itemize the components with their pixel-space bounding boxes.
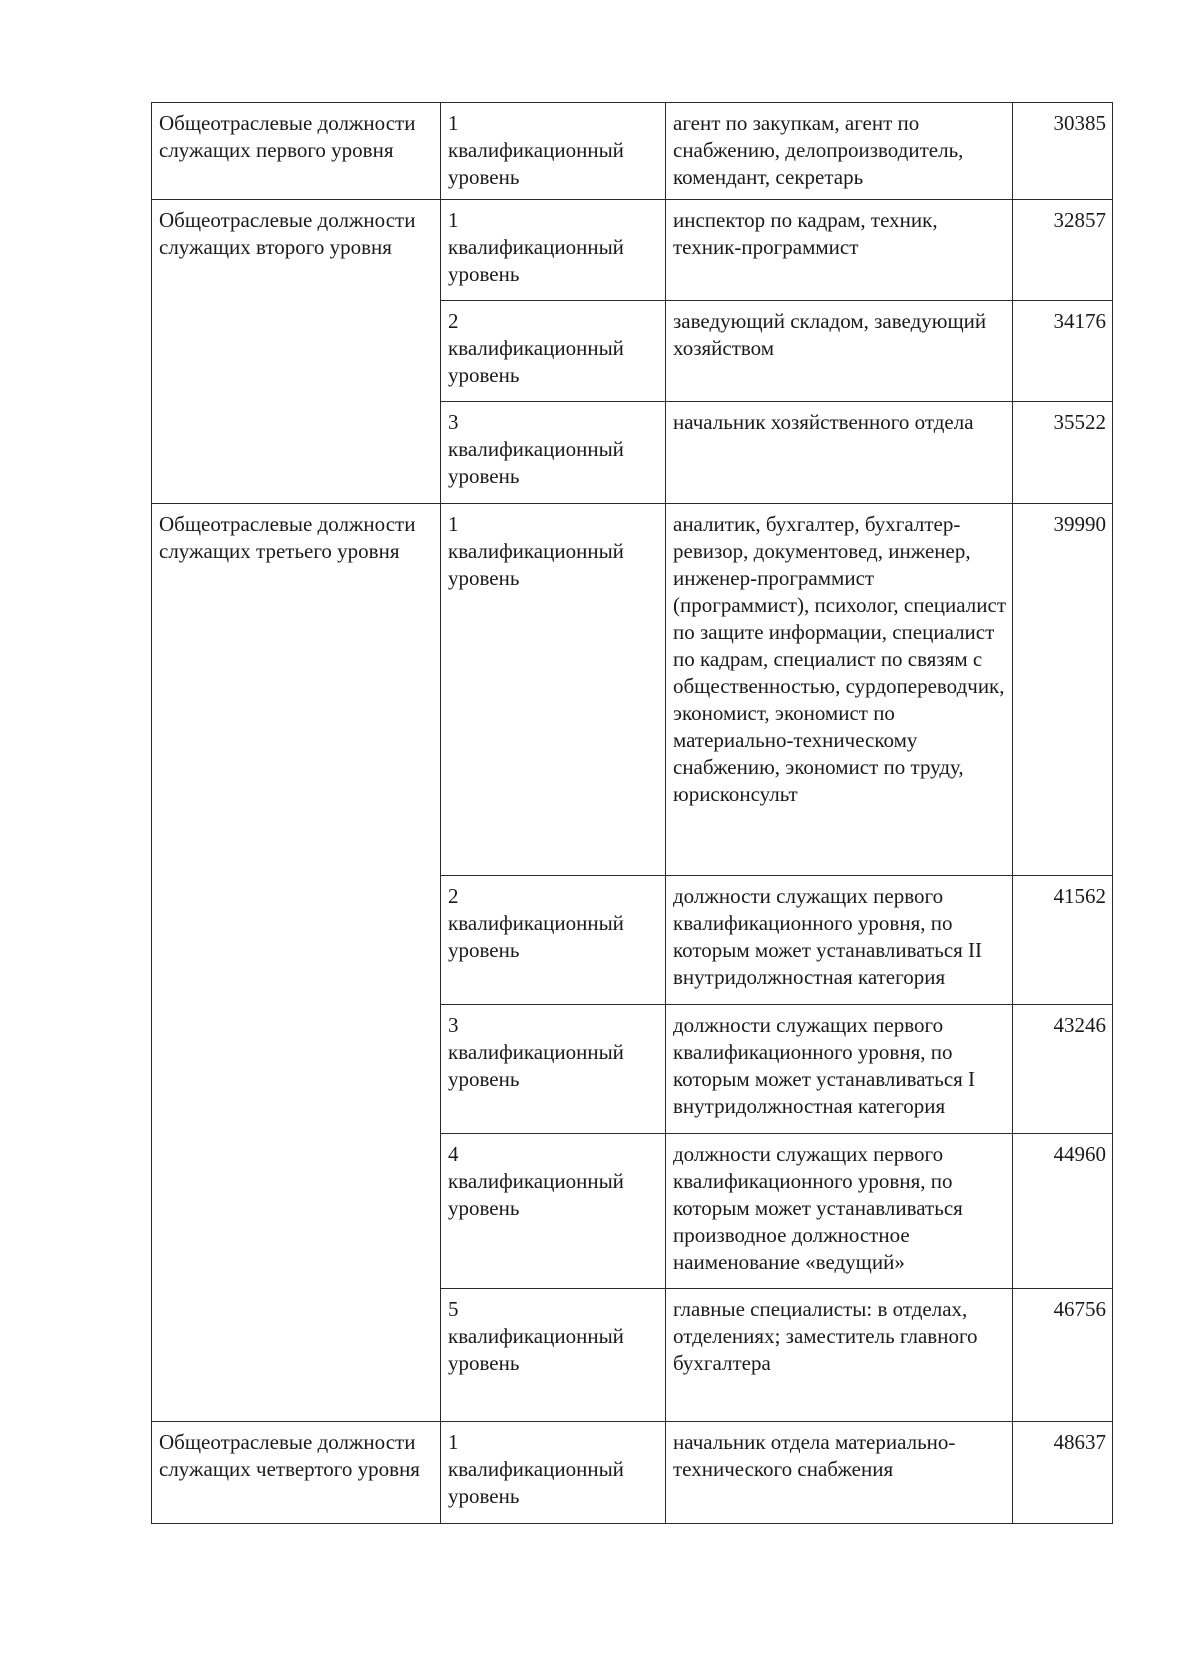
positions-text: начальник отдела материально-технического снабжения: [673, 1430, 956, 1481]
level-label: квалификационный уровень: [448, 1324, 624, 1375]
positions-cell: [666, 504, 1013, 876]
level-label: квалификационный уровень: [448, 911, 624, 962]
qualification-level-cell: [441, 504, 666, 876]
qualification-level-cell: [441, 1005, 666, 1134]
qualification-level-cell: [441, 301, 666, 402]
level-label: квалификационный уровень: [448, 1457, 624, 1508]
salary-table: [151, 102, 1113, 1524]
positions-cell: [666, 1289, 1013, 1422]
qualification-level-cell: [441, 1134, 666, 1289]
positions-cell: [666, 402, 1013, 504]
level-label: квалификационный уровень: [448, 235, 624, 286]
group-name-cell: Общеотраслевые должности служащих второго уровня: [152, 200, 441, 504]
qualification-level-cell: [441, 402, 666, 504]
positions-cell: [666, 1134, 1013, 1289]
group-name-cell: Общеотраслевые должности служащих первого уровня: [152, 103, 441, 200]
positions-cell: [666, 301, 1013, 402]
positions-text: должности служащих первого квалификационного уровня, по которым может устанавливаться II внутридолжностная категория: [673, 884, 983, 989]
positions-cell: [666, 876, 1013, 1005]
level-number: 3: [448, 410, 459, 434]
positions-text: должности служащих первого квалификационного уровня, по которым может устанавливаться I внутридолжностная категория: [673, 1013, 976, 1118]
level-number: 1: [448, 1430, 459, 1454]
positions-cell: [666, 1005, 1013, 1134]
positions-text: начальник хозяйственного отдела: [673, 410, 974, 434]
level-number: 2: [448, 309, 459, 333]
positions-text: главные специалисты: в отделах, отделениях; заместитель главного бухгалтера: [673, 1297, 978, 1375]
salary-cell: 41562: [1013, 876, 1113, 1005]
positions-cell: [666, 1422, 1013, 1524]
salary-cell: 43246: [1013, 1005, 1113, 1134]
qualification-level-cell: [441, 200, 666, 301]
positions-text: агент по закупкам, агент по снабжению, делопроизводитель, комендант, секретарь: [673, 111, 964, 189]
group-name-cell: Общеотраслевые должности служащих четвертого уровня: [152, 1422, 441, 1524]
group-name-cell: Общеотраслевые должности служащих третьего уровня: [152, 504, 441, 1422]
level-label: квалификационный уровень: [448, 336, 624, 387]
table-row: [152, 200, 1113, 301]
qualification-level-cell: [441, 1422, 666, 1524]
salary-cell: 46756: [1013, 1289, 1113, 1422]
salary-cell: 48637: [1013, 1422, 1113, 1524]
table-row: [152, 103, 1113, 200]
level-number: 1: [448, 208, 459, 232]
level-number: 1: [448, 512, 459, 536]
level-number: 1: [448, 111, 459, 135]
table-row: [152, 1422, 1113, 1524]
salary-cell: 35522: [1013, 402, 1113, 504]
level-label: квалификационный уровень: [448, 1169, 624, 1220]
salary-cell: 44960: [1013, 1134, 1113, 1289]
table-row: [152, 504, 1113, 876]
level-number: 5: [448, 1297, 459, 1321]
level-number: 3: [448, 1013, 459, 1037]
level-number: 4: [448, 1142, 459, 1166]
level-label: квалификационный уровень: [448, 1040, 624, 1091]
qualification-level-cell: [441, 1289, 666, 1422]
salary-cell: 32857: [1013, 200, 1113, 301]
level-label: квалификационный уровень: [448, 138, 624, 189]
qualification-level-cell: [441, 876, 666, 1005]
positions-text: аналитик, бухгалтер, бухгалтер-ревизор, документовед, инженер, инженер-программист (программист), психолог, специалист по защите информации, специалист по кадрам, специалист по связям с общественностью, сурдопереводчик, экономист, экономист по материально-техническому снабжению, экономист по труду, юрисконсульт: [673, 512, 1006, 806]
positions-text: должности служащих первого квалификационного уровня, по которым может устанавливаться производное должностное наименование «ведущий»: [673, 1142, 963, 1274]
salary-cell: 30385: [1013, 103, 1113, 200]
positions-cell: [666, 200, 1013, 301]
level-label: квалификационный уровень: [448, 437, 624, 488]
salary-cell: 39990: [1013, 504, 1113, 876]
positions-cell: [666, 103, 1013, 200]
positions-text: инспектор по кадрам, техник, техник-программист: [673, 208, 938, 259]
positions-text: заведующий складом, заведующий хозяйством: [673, 309, 987, 360]
level-label: квалификационный уровень: [448, 539, 624, 590]
qualification-level-cell: [441, 103, 666, 200]
salary-cell: 34176: [1013, 301, 1113, 402]
level-number: 2: [448, 884, 459, 908]
